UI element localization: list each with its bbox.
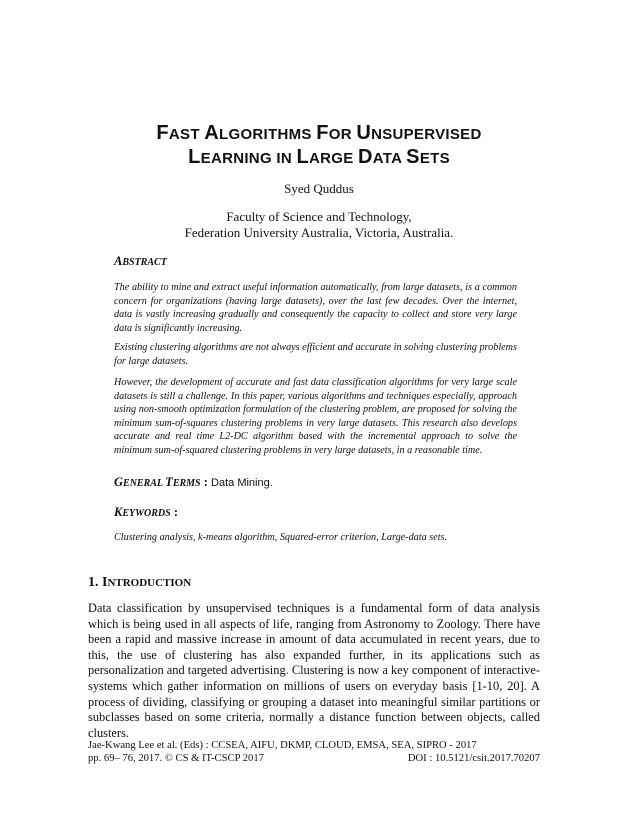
abstract-heading: ABSTRACT — [114, 254, 167, 268]
abstract-paragraph-1: The ability to mine and extract useful information automatically, from large datasets, is a common concern for organizations (having large datasets), over the last few decades. Over the internet, data is vastly increasing gradually and consequently the capacity to collect and store very large data is significantly increasing. — [114, 282, 517, 334]
affiliation-line-1: Faculty of Science and Technology, — [226, 209, 412, 224]
footer-proceedings: Jae-Kwang Lee et al. (Eds) : CCSEA, AIFU, DKMP, CLOUD, EMSA, SEA, SIPRO - 2017 — [88, 740, 477, 751]
footer-doi: DOI : 10.5121/csit.2017.70207 — [407, 753, 540, 764]
general-terms-value: Data Mining. — [211, 477, 273, 489]
keywords-heading: KEYWORDS : — [114, 505, 178, 519]
author-name: Syed Quddus — [284, 181, 354, 196]
general-terms: GENERAL TERMS : Data Mining. — [114, 475, 273, 489]
abstract-paragraph-3: However, the development of accurate and fast data classification algorithms for very large scale datasets is still a challenge. In this paper, various algorithms and techniques especially, approach using non-smooth optimization formulation of the clustering problem, are proposed for solving the minimum sum-of-squares clustering problems in very large datasets. This research also develops accurate and real time L2-DC algorithm based with the incremental approach to solve the minimum sum-of-squared clustering problems in very large datasets, in a reasonable time. — [114, 377, 517, 456]
paper-title-line-2: LEARNING IN LARGE DATA SETS — [188, 146, 450, 168]
section-heading-introduction: 1. INTRODUCTION — [88, 575, 192, 590]
keywords-value: Clustering analysis, k-means algorithm, Squared-error criterion, Large-data sets. — [114, 532, 448, 543]
footer-pages: pp. 69– 76, 2017. © CS & IT-CSCP 2017 — [88, 753, 264, 764]
affiliation-line-2: Federation University Australia, Victoria, Australia. — [184, 225, 454, 240]
introduction-paragraph: Data classification by unsupervised techniques is a fundamental form of data analysis which is being used in all aspects of life, ranging from Astronomy to Zoology. There have been a rapid and massive increase in amount of data accumulated in recent years, due to this, the use of clustering has also expanded further, in its applications such as personalization and targeted advertising. Clustering is now a key component of interactive- systems which gather information on millions of users on everyday basis [1-10, 20]. A process of dividing, classifying or grouping a dataset into meaningful similar partitions or subclasses based on some criteria, normally a distance function between objects, called clusters. — [88, 601, 540, 740]
abstract-paragraph-2: Existing clustering algorithms are not always efficient and accurate in solving clustering problems for large datasets. — [114, 342, 517, 367]
paper-title-line-1: FAST ALGORITHMS FOR UNSUPERVISED — [156, 122, 482, 144]
